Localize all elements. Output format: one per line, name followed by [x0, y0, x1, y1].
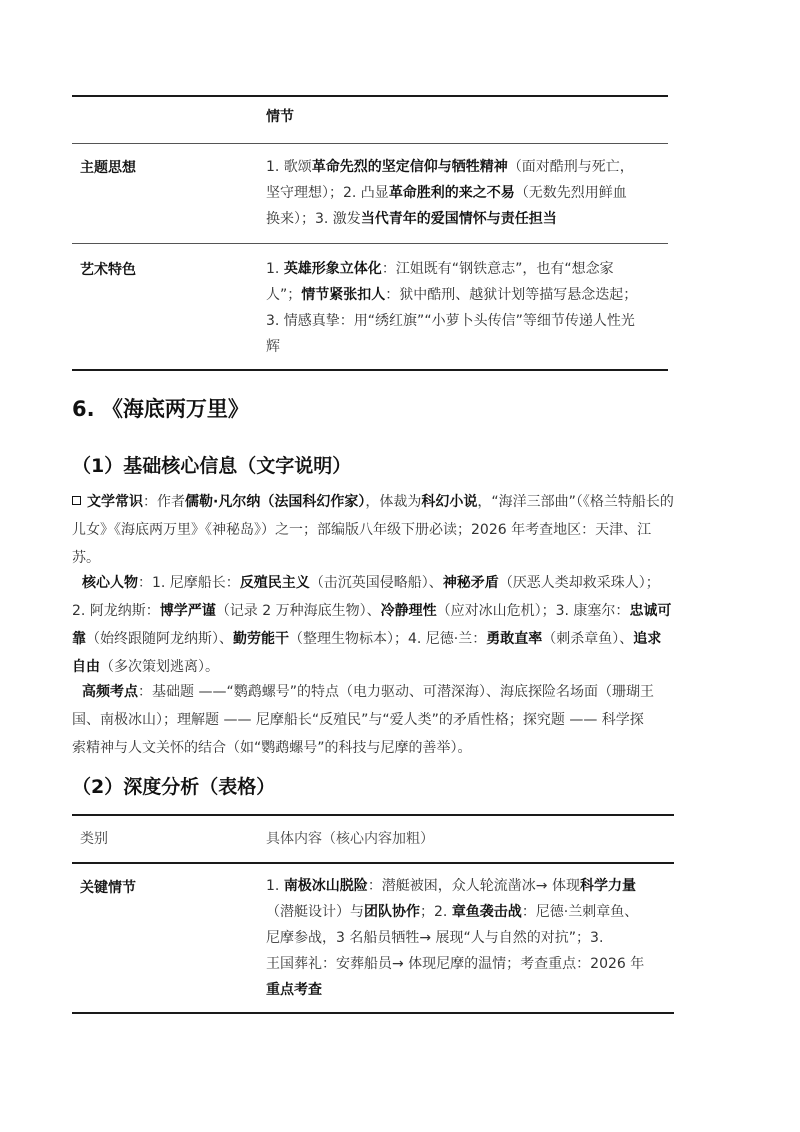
text: 3. 情感真挚：用“绣红旗”“小萝卜头传信”等细节传递人性光 — [266, 313, 635, 329]
text: 换来）；3. 激发 — [266, 211, 361, 227]
bold-text: 反殖民主义 — [239, 575, 310, 591]
text: 尼摩参战，3 名船员牺牲→ 展现“人与自然的对抗”；3. — [266, 930, 604, 946]
table2-bottom-rule — [72, 1012, 674, 1014]
bold-text: 情节紧张扣人 — [301, 287, 386, 303]
bold-text: 忠诚可 — [629, 603, 672, 619]
text-line — [266, 256, 666, 282]
bold-text: 高频考点 — [82, 684, 138, 700]
text: （始终跟随阿龙纳斯）、 — [86, 631, 233, 647]
checkbox-bullet-icon — [72, 496, 81, 505]
bold-text: 博学严谨 — [159, 603, 216, 619]
table2-header-category: 类别 — [80, 831, 108, 847]
text-line — [72, 678, 722, 706]
text-line — [72, 544, 712, 572]
text: 国、南极冰山）；理解题 —— 尼摩船长“反殖民”与“爱人类”的矛盾性格；探究题 —— 科学探 — [72, 712, 644, 728]
text: ：狱中酷刑、越狱计划等描写悬念迭起； — [385, 287, 638, 303]
text-line — [266, 951, 670, 977]
text-line — [72, 597, 712, 625]
bold-text: 革命胜利的来之不易 — [388, 185, 515, 201]
text: （刺杀章鱼）、 — [542, 631, 634, 647]
table2-top-rule — [72, 814, 674, 816]
text: 苏。 — [72, 550, 100, 566]
text: ，体裁为 — [365, 494, 422, 510]
text: （厌恶人类却救采珠人）； — [498, 575, 660, 591]
text: 索精神与人文关怀的结合（如“鹦鹉螺号”的科技与尼摩的善举）。 — [72, 740, 472, 756]
exam-points-paragraph — [72, 678, 722, 762]
text: （无数先烈用鲜血 — [514, 185, 627, 201]
table1-top-rule — [72, 95, 668, 97]
subsection-title-basic-info: （1）基础核心信息（文字说明） — [72, 455, 352, 477]
text-line — [72, 625, 712, 653]
text: （潜艇设计）与 — [266, 904, 364, 920]
bold-text: 靠 — [72, 631, 86, 647]
table2-header-rule — [72, 862, 674, 864]
text-line — [72, 488, 712, 516]
text: （面对酷刑与死亡， — [507, 159, 634, 175]
text: （多次策划逃离）。 — [100, 659, 219, 675]
bold-text: 勤劳能干 — [233, 631, 289, 647]
table2-key-plot-text — [266, 873, 670, 1003]
bold-text: 神秘矛盾 — [442, 575, 499, 591]
text: 坚守理想）；2. 凸显 — [266, 185, 389, 201]
text-line — [72, 734, 722, 762]
text-line — [266, 899, 670, 925]
text: ，“海洋三部曲”（《格兰特船长的 — [477, 494, 674, 510]
table2-header-content: 具体内容（核心内容加粗） — [266, 831, 434, 847]
table2-key-plot-label: 关键情节 — [80, 880, 136, 896]
bold-text: 冷静理性 — [380, 603, 437, 619]
bold-text: 自由 — [72, 659, 100, 675]
text-line — [266, 180, 666, 206]
bold-text: 追求 — [633, 631, 662, 647]
bold-text: 南极冰山脱险 — [283, 878, 368, 894]
text: （记录 2 万种海底生物）、 — [215, 603, 381, 619]
text-line — [266, 334, 666, 360]
text-line — [266, 977, 670, 1003]
text: ：1. 尼摩船长： — [138, 575, 240, 591]
text-line — [266, 282, 666, 308]
section-title: 6. 《海底两万里》 — [72, 397, 249, 421]
text-line — [266, 873, 670, 899]
text: ：基础题 ——“鹦鹉螺号”的特点（电力驱动、可潜深海）、海底探险名场面（珊瑚王 — [138, 684, 654, 700]
bold-text: 科幻小说 — [421, 494, 478, 510]
text: 儿女》《海底两万里》《神秘岛》）之一；部编版八年级下册必读；2026 年考查地区：天津、江 — [72, 522, 652, 538]
text-line — [266, 308, 666, 334]
text: ：作者 — [143, 494, 185, 510]
text: 人”； — [266, 287, 302, 303]
table1-row-divider — [72, 143, 668, 144]
table1-art-label: 艺术特色 — [80, 262, 136, 278]
text: ：江姐既有“钢铁意志”，也有“想念家 — [381, 261, 614, 277]
bold-text: 儒勒·凡尔纳（法国科幻作家） — [185, 494, 366, 510]
text-line — [72, 653, 712, 681]
text: 1. 歌颂 — [266, 159, 312, 175]
text: 1. — [266, 878, 284, 894]
text: ；2. — [420, 904, 452, 920]
bold-text: 英雄形象立体化 — [283, 261, 382, 277]
bold-text: 勇敢直率 — [486, 631, 543, 647]
bold-text: 革命先烈的坚定信仰与牺牲精神 — [311, 159, 508, 175]
table1-bottom-rule — [72, 369, 668, 371]
text-line — [72, 516, 712, 544]
text: （击沉英国侵略船）、 — [309, 575, 443, 591]
table1-art-text — [266, 256, 666, 360]
bold-text: 科学力量 — [580, 878, 636, 894]
text-line — [266, 206, 666, 232]
bold-text: 当代青年的爱国情怀与责任担当 — [360, 211, 557, 227]
table1-plot-cell-text: 情节 — [266, 109, 294, 125]
bold-text: 团队协作 — [364, 904, 420, 920]
text-line — [72, 706, 722, 734]
text: 辉 — [266, 339, 280, 355]
text-line — [72, 569, 712, 597]
bold-text: 章鱼袭击战 — [451, 904, 522, 920]
text: 王国葬礼：安葬船员→ 体现尼摩的温情；考查重点：2026 年 — [266, 956, 645, 972]
text: 2. 阿龙纳斯： — [72, 603, 160, 619]
text: ：尼德·兰刺章鱼、 — [521, 904, 639, 920]
bold-text: 核心人物 — [82, 575, 138, 591]
subsection-title-deep-analysis: （2）深度分析（表格） — [72, 776, 276, 798]
literary-knowledge-paragraph — [72, 488, 712, 572]
table1-theme-label: 主题思想 — [80, 160, 136, 176]
core-characters-paragraph — [72, 569, 712, 681]
text: （整理生物标本）；4. 尼德·兰： — [289, 631, 487, 647]
table1-row-divider — [72, 243, 668, 244]
text-line — [266, 925, 670, 951]
table1-theme-text — [266, 154, 666, 232]
text-line — [266, 154, 666, 180]
text: ：潜艇被困，众人轮流凿冰→ 体现 — [367, 878, 580, 894]
text: （应对冰山危机）；3. 康塞尔： — [436, 603, 630, 619]
bold-text: 重点考查 — [266, 982, 322, 998]
text: 1. — [266, 261, 284, 277]
bold-text: 文学常识 — [87, 494, 143, 510]
